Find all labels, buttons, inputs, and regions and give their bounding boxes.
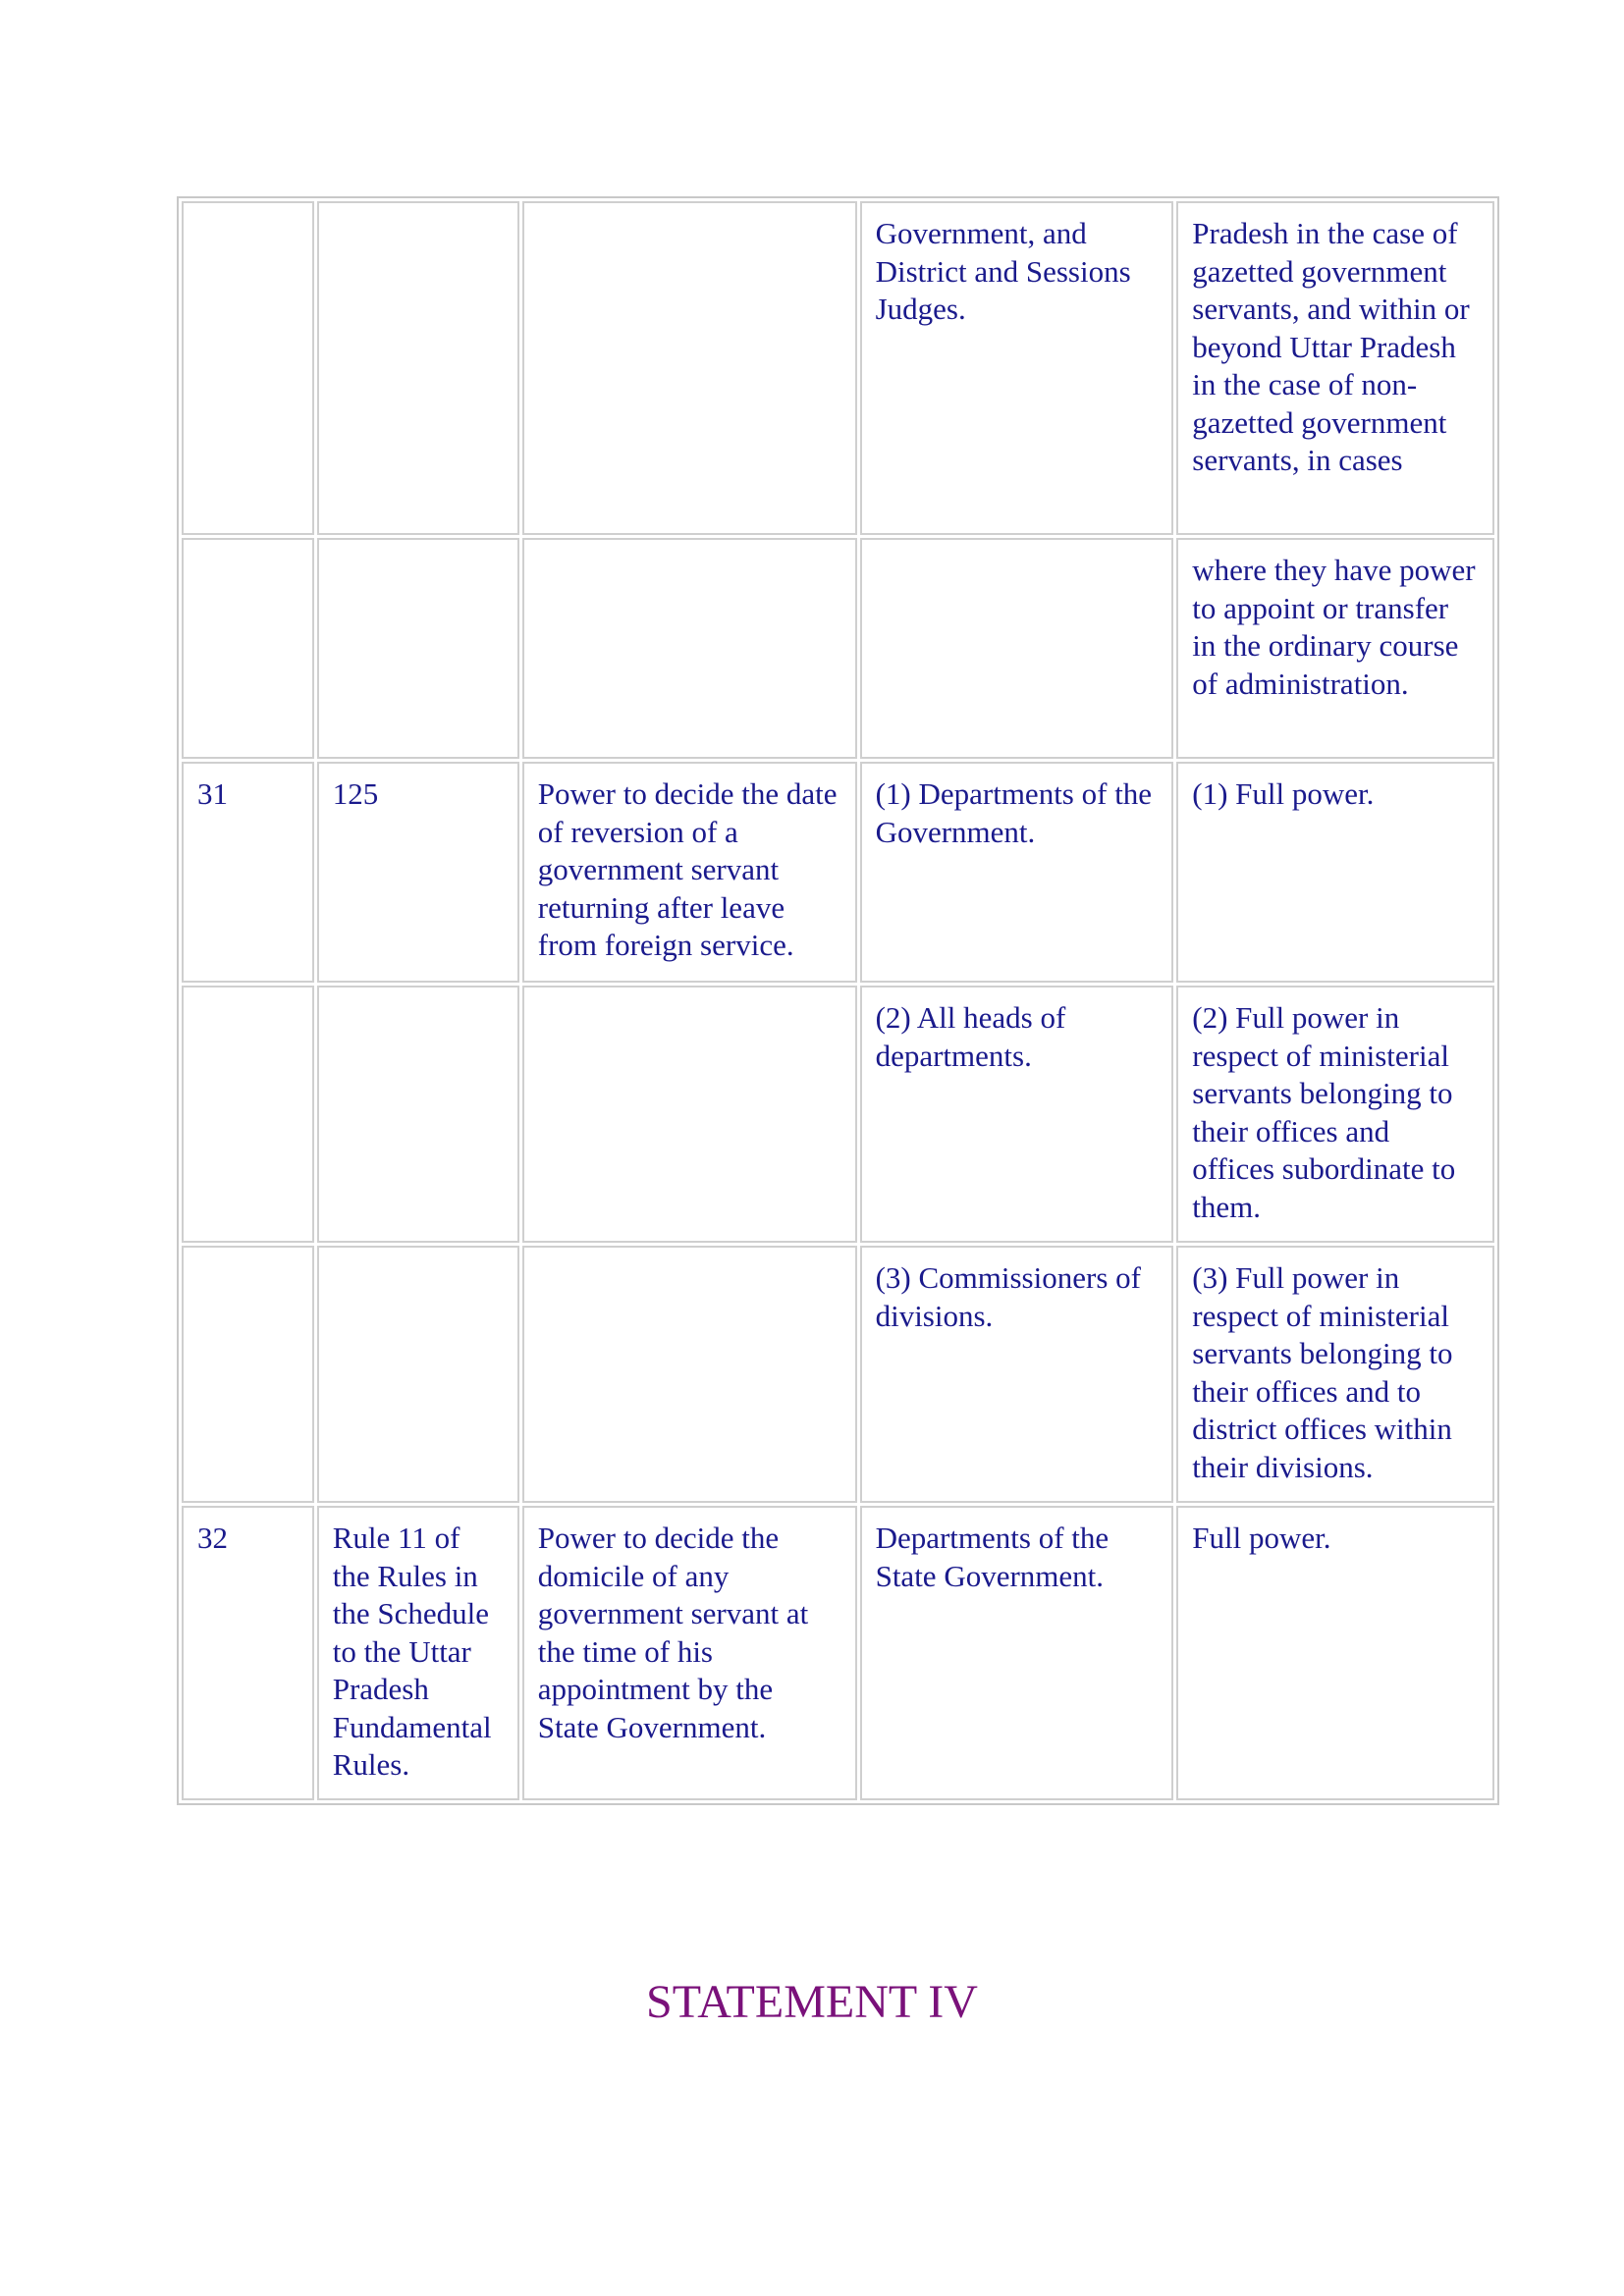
table-cell-extent: where they have power to appoint or transfer in the ordinary course of administration. (1176, 538, 1494, 759)
table-cell-extent: (2) Full power in respect of ministerial servants belonging to their offices and offices subordinate to them. (1176, 986, 1494, 1243)
table-cell-authority: (1) Departments of the Government. (860, 762, 1174, 983)
table-cell-power (522, 201, 857, 535)
table-cell-power (522, 538, 857, 759)
statement-heading: STATEMENT IV (646, 1976, 978, 2028)
table-row (182, 1506, 1494, 1800)
table-cell-extent: (3) Full power in respect of ministerial servants belonging to their offices and to district offices within their divisions. (1176, 1246, 1494, 1503)
table-cell-authority: (3) Commissioners of divisions. (860, 1246, 1174, 1503)
table-row (182, 538, 1494, 759)
table-cell-serial (182, 201, 314, 535)
table-cell-authority: (2) All heads of departments. (860, 986, 1174, 1243)
table-cell-serial (182, 538, 314, 759)
table-row (182, 1246, 1494, 1503)
table-cell-power: Power to decide the domicile of any government servant at the time of his appointment by the State Government. (522, 1506, 857, 1800)
table-row (182, 986, 1494, 1243)
table-cell-serial (182, 986, 314, 1243)
table-cell-power (522, 986, 857, 1243)
table-cell-rule: Rule 11 of the Rules in the Schedule to the Uttar Pradesh Fundamental Rules. (317, 1506, 519, 1800)
table-cell-power: Power to decide the date of reversion of a government servant returning after leave from foreign service. (522, 762, 857, 983)
table-row (182, 762, 1494, 983)
table-cell-authority (860, 538, 1174, 759)
table-row (182, 201, 1494, 535)
table-cell-power (522, 1246, 857, 1503)
delegation-table (177, 196, 1499, 1805)
table-cell-rule (317, 986, 519, 1243)
table-cell-serial (182, 1246, 314, 1503)
table-cell-authority: Departments of the State Government. (860, 1506, 1174, 1800)
table-cell-rule (317, 201, 519, 535)
table-cell-serial: 31 (182, 762, 314, 983)
table-cell-extent: Pradesh in the case of gazetted government servants, and within or beyond Uttar Pradesh in the case of non-gazetted government servants, in cases (1176, 201, 1494, 535)
table-cell-extent: (1) Full power. (1176, 762, 1494, 983)
table-cell-rule (317, 538, 519, 759)
table-cell-rule: 125 (317, 762, 519, 983)
table-cell-extent: Full power. (1176, 1506, 1494, 1800)
table-cell-serial: 32 (182, 1506, 314, 1800)
table-cell-authority: Government, and District and Sessions Judges. (860, 201, 1174, 535)
table-cell-rule (317, 1246, 519, 1503)
